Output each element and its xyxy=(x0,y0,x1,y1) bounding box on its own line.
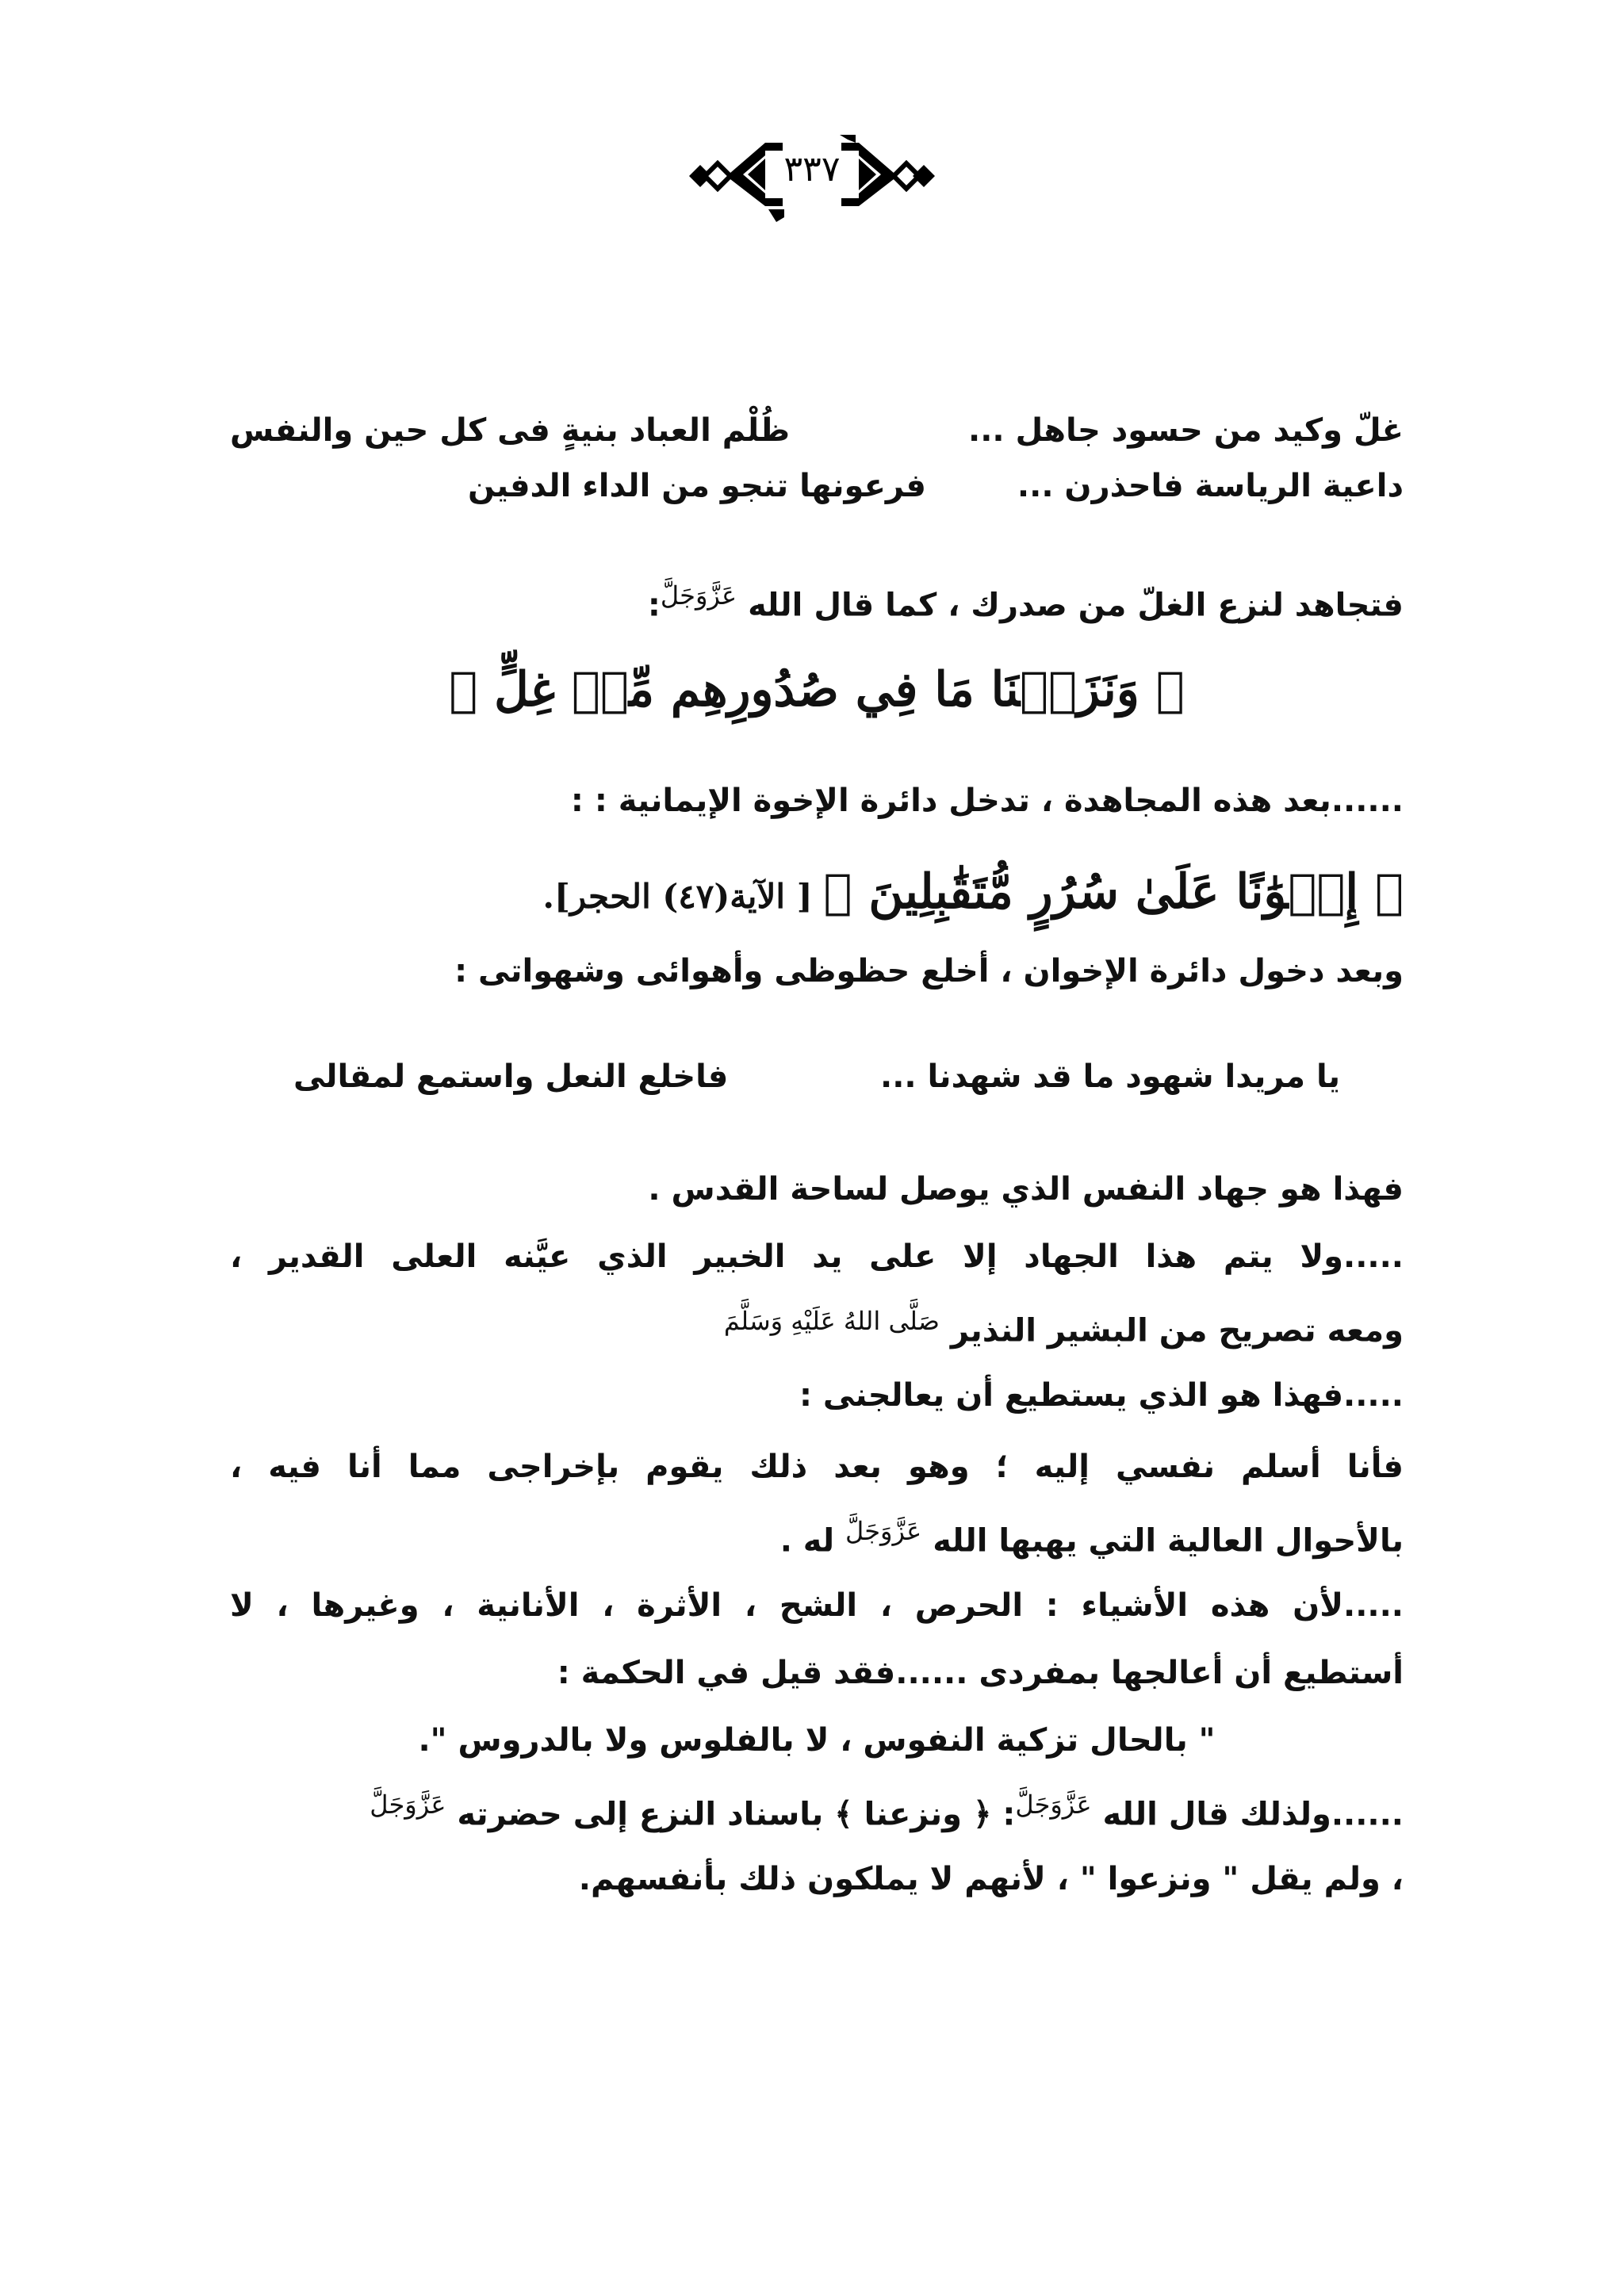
paragraph-line: ......بعد هذه المجاهدة ، تدخل دائرة الإخوة الإيمانية : : xyxy=(570,783,1404,819)
verse-reference: [ الآية(٤٧) الحجر]. xyxy=(542,877,813,916)
quran-verse: ﴿ إِخۡوَٰنًا عَلَىٰ سُرُرٍ مُّتَقَٰبِلِينَ ﴾ xyxy=(823,864,1404,920)
paragraph-line: ......ولذلك قال الله $^{عَزَّوَجَلَّ}$: ﴿ ونزعنا ﴾ باسناد النزع إلى حضرته $^{عَزَّوَجَلَّ}$ xyxy=(370,1790,1404,1833)
paragraph-line: أستطيع أن أعالجها بمفردى ......فقد قيل في الحكمة : xyxy=(557,1655,1404,1691)
salawat-glyph: صَلَّى اللهُ عَلَيْهِ وَسَلَّمَ xyxy=(723,1306,940,1336)
poem-hemistich-left: فرعونها تنجو من الداء الدفين xyxy=(468,468,926,504)
quran-verse: ﴿ وَنَزَعۡنَا مَا فِي صُدُورِهِم مِّنۡ غِلٍّ ﴾ xyxy=(449,662,1185,718)
poem-hemistich-right: يا مريدا شهود ما قد شهدنا ... xyxy=(880,1058,1340,1095)
paragraph-line: وبعد دخول دائرة الإخوان ، أخلع حظوظى وأهوائى وشهواتى : xyxy=(454,953,1404,990)
poem-hemistich-left: ظُلْم العباد بنيةٍ فى كل حين والنفس xyxy=(230,412,791,449)
quran-verse-with-reference xyxy=(542,864,1404,920)
main-text xyxy=(230,0,1404,2293)
paragraph-line: .....لأن هذه الأشياء : الحرص ، الشح ، الأثرة ، الأنانية ، وغيرها ، لا xyxy=(230,1587,1404,1624)
paragraph-line: فأنا أسلم نفسي إليه ؛ وهو بعد ذلك يقوم بإخراجى مما أنا فيه ، xyxy=(230,1449,1404,1485)
paragraph-line: فهذا هو جهاد النفس الذي يوصل لساحة القدس . xyxy=(648,1171,1404,1208)
honorific-glyph: عَزَّوَجَلَّ xyxy=(845,1516,922,1546)
paragraph-line: ، ولم يقل " ونزعوا " ، لأنهم لا يملكون ذلك بأنفسهم. xyxy=(578,1861,1404,1897)
paragraph-line: فتجاهد لنزع الغلّ من صدرك ، كما قال الله $^{عَزَّوَجَلَّ}$: xyxy=(647,580,1404,624)
paragraph-line: ومعه تصريح من البشير النذير $^{صَلَّى اللهُ عَلَيْهِ وَسَلَّمَ}$ xyxy=(723,1306,1404,1349)
paragraph-line: بالأحوال العالية التي يهبها الله $^{عَزَّوَجَلَّ}$ له . xyxy=(779,1516,1404,1560)
quotation-line: " بالحال تزكية النفوس ، لا بالفلوس ولا بالدروس ". xyxy=(418,1722,1216,1759)
honorific-glyph: عَزَّوَجَلَّ xyxy=(1015,1790,1092,1820)
honorific-glyph: عَزَّوَجَلَّ xyxy=(660,580,737,611)
paragraph-line: .....فهذا هو الذي يستطيع أن يعالجنى : xyxy=(799,1377,1404,1414)
poem-hemistich-right: غلّ وكيد من حسود جاهل ... xyxy=(968,412,1404,449)
page-number: ٣٣٧ xyxy=(783,149,841,189)
poem-hemistich-right: داعية الرياسة فاحذرن ... xyxy=(1017,468,1404,504)
paragraph-line: .....ولا يتم هذا الجهاد إلا على يد الخبير الذي عيَّنه العلى القدير ، xyxy=(230,1238,1404,1275)
poem-hemistich-left: فاخلع النعل واستمع لمقالى xyxy=(293,1058,729,1095)
honorific-glyph: عَزَّوَجَلَّ xyxy=(370,1790,446,1820)
